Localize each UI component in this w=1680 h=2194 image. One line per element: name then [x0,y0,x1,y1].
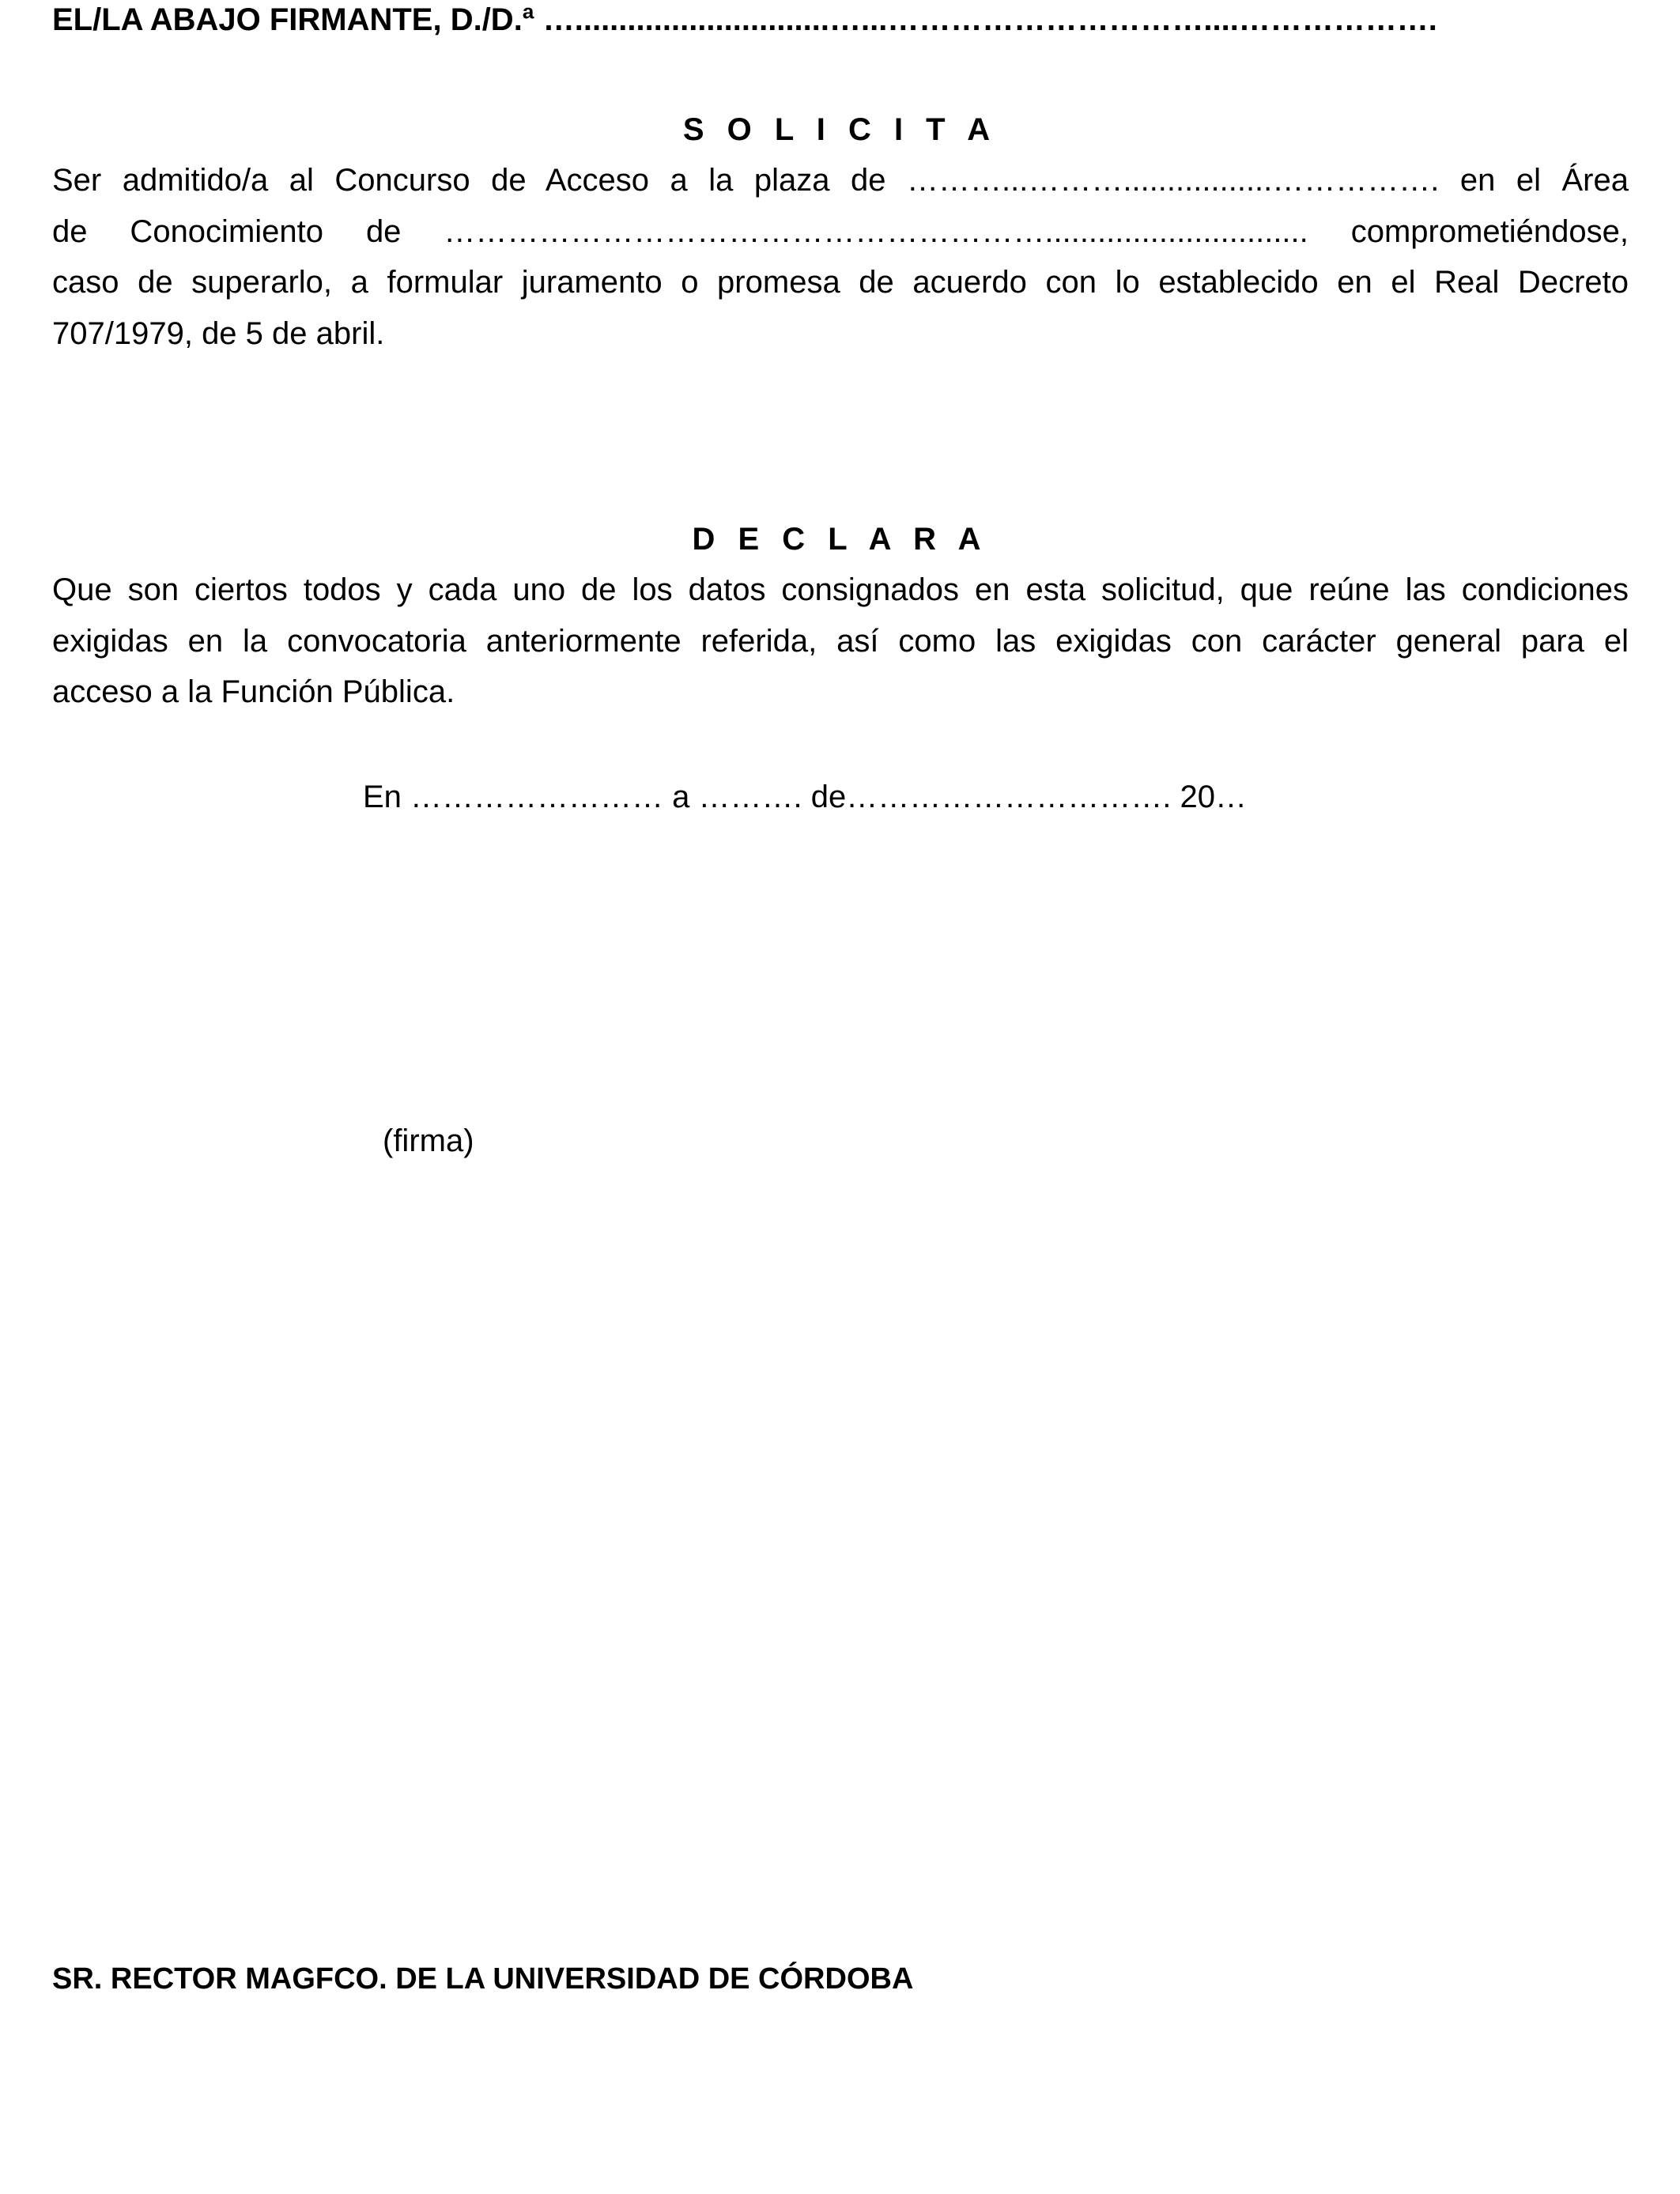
solicita-line: Ser admitido/a al Concurso de Acceso a la plaza de ………...……….................……………. en el Área [52,163,1629,198]
solicita-line: caso de superarlo, a formular juramento o promesa de acuerdo con lo establecido en el Real Decreto [52,265,1629,300]
declara-heading: D E C L A R A [692,522,988,557]
solicita-heading: S O L I C I T A [682,112,998,147]
declara-line: acceso a la Función Pública. [52,674,455,709]
signature-label: (firma) [383,1123,474,1158]
signatory-line: EL/LA ABAJO FIRMANTE, D./D.ª ….............................…...…………………………....………………. [52,2,1437,37]
recipient-line: SR. RECTOR MAGFCO. DE LA UNIVERSIDAD DE CÓRDOBA [52,1962,914,1996]
solicita-line: de Conocimiento de ………………………………………………….............................. comprometiéndose, [52,213,1629,249]
declara-line: exigidas en la convocatoria anteriormente referida, así como las exigidas con carácter general para el [52,623,1629,659]
solicita-paragraph [52,155,1629,359]
solicita-line: 707/1979, de 5 de abril. [52,315,385,351]
declara-paragraph [52,565,1629,718]
declara-line: Que son ciertos todos y cada uno de los datos consignados en esta solicitud, que reúne las condiciones [52,572,1629,607]
place-date-line: En …………………… a ………. de…………………………. 20… [363,780,1247,814]
